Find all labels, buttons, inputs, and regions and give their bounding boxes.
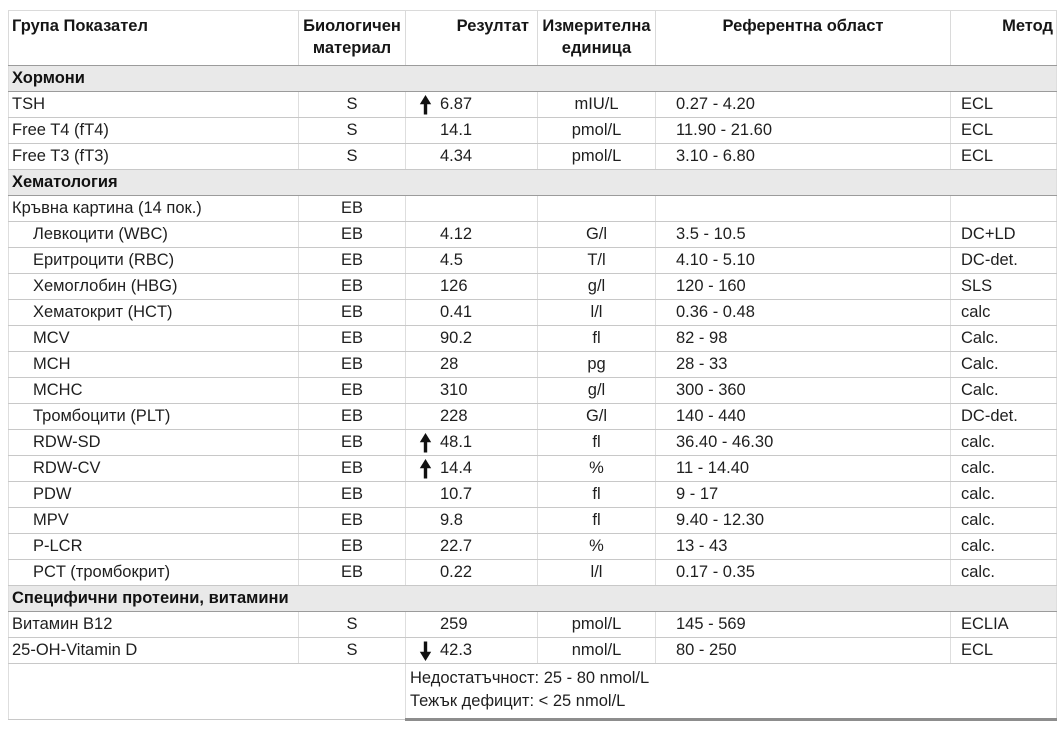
flag-placeholder: [418, 563, 433, 583]
reference-cell: 11 - 14.40: [656, 456, 951, 482]
indicator-cell: RDW-CV: [9, 456, 299, 482]
reference-cell: 4.10 - 5.10: [656, 248, 951, 274]
result-value: 42.3: [440, 641, 473, 659]
flag-placeholder: [418, 199, 433, 219]
method-cell: [951, 196, 1057, 222]
indicator-cell: Витамин B12: [9, 612, 299, 638]
indicator-cell: Free T4 (fT4): [9, 118, 299, 144]
material-cell: EB: [299, 352, 406, 378]
up-arrow-icon: [418, 95, 433, 115]
material-cell: EB: [299, 222, 406, 248]
indicator-cell: RDW-SD: [9, 430, 299, 456]
material-cell: EB: [299, 378, 406, 404]
method-cell: ECLIA: [951, 612, 1057, 638]
column-header-unit: Измерителна единица: [538, 11, 656, 66]
indicator-cell: Хематокрит (HCT): [9, 300, 299, 326]
material-cell: EB: [299, 274, 406, 300]
method-cell: calc.: [951, 430, 1057, 456]
material-cell: EB: [299, 482, 406, 508]
table-header-row: [9, 11, 1057, 66]
indicator-cell: Тромбоцити (PLT): [9, 404, 299, 430]
flag-placeholder: [418, 225, 433, 245]
flag-placeholder: [418, 615, 433, 635]
method-cell: ECL: [951, 92, 1057, 118]
material-cell: EB: [299, 456, 406, 482]
indicator-cell: MCHC: [9, 378, 299, 404]
result-cell: [406, 508, 538, 534]
indicator-cell: Free T3 (fT3): [9, 144, 299, 170]
result-row: [9, 612, 1057, 638]
result-cell: [406, 534, 538, 560]
flag-placeholder: [418, 277, 433, 297]
result-value: 14.1: [440, 121, 473, 139]
material-cell: S: [299, 612, 406, 638]
unit-cell: nmol/L: [538, 638, 656, 664]
reference-cell: 145 - 569: [656, 612, 951, 638]
result-cell: [406, 482, 538, 508]
flag-placeholder: [418, 485, 433, 505]
unit-cell: mIU/L: [538, 92, 656, 118]
reference-cell: 0.27 - 4.20: [656, 92, 951, 118]
method-cell: Calc.: [951, 352, 1057, 378]
result-cell: [406, 248, 538, 274]
up-arrow-icon: [418, 459, 433, 479]
result-cell: [406, 430, 538, 456]
result-row: [9, 560, 1057, 586]
down-arrow-icon: [418, 641, 433, 661]
method-cell: calc.: [951, 508, 1057, 534]
reference-cell: 300 - 360: [656, 378, 951, 404]
flag-placeholder: [418, 381, 433, 401]
result-row: [9, 196, 1057, 222]
reference-cell: 9.40 - 12.30: [656, 508, 951, 534]
material-cell: S: [299, 118, 406, 144]
unit-cell: fl: [538, 430, 656, 456]
indicator-cell: MCV: [9, 326, 299, 352]
unit-cell: T/l: [538, 248, 656, 274]
method-cell: SLS: [951, 274, 1057, 300]
indicator-cell: MPV: [9, 508, 299, 534]
unit-cell: fl: [538, 326, 656, 352]
method-cell: Calc.: [951, 378, 1057, 404]
reference-cell: 140 - 440: [656, 404, 951, 430]
unit-cell: pg: [538, 352, 656, 378]
flag-placeholder: [418, 251, 433, 271]
result-cell: [406, 300, 538, 326]
indicator-cell: PDW: [9, 482, 299, 508]
method-cell: calc.: [951, 534, 1057, 560]
unit-cell: fl: [538, 508, 656, 534]
flag-placeholder: [418, 303, 433, 323]
note-body: [9, 664, 1057, 720]
result-cell: [406, 92, 538, 118]
unit-cell: l/l: [538, 300, 656, 326]
unit-cell: pmol/L: [538, 118, 656, 144]
material-cell: EB: [299, 560, 406, 586]
method-cell: calc.: [951, 482, 1057, 508]
reference-cell: 82 - 98: [656, 326, 951, 352]
column-header-method: Метод: [951, 11, 1057, 66]
reference-cell: 120 - 160: [656, 274, 951, 300]
reference-cell: 13 - 43: [656, 534, 951, 560]
section-header-row: [9, 66, 1057, 92]
reference-cell: 11.90 - 21.60: [656, 118, 951, 144]
result-value: 90.2: [440, 329, 473, 347]
flag-placeholder: [418, 147, 433, 167]
result-value: 0.22: [440, 563, 473, 581]
unit-cell: fl: [538, 482, 656, 508]
result-value: 0.41: [440, 303, 473, 321]
flag-placeholder: [418, 355, 433, 375]
result-row: [9, 222, 1057, 248]
lab-results-report: [8, 10, 1057, 721]
result-row: [9, 274, 1057, 300]
method-cell: Calc.: [951, 326, 1057, 352]
result-cell: [406, 612, 538, 638]
result-value: 48.1: [440, 433, 473, 451]
result-row: [9, 378, 1057, 404]
result-row: [9, 300, 1057, 326]
section-title: Хормони: [9, 66, 1057, 92]
result-row: [9, 534, 1057, 560]
result-cell: [406, 118, 538, 144]
lab-results-table: [8, 10, 1057, 721]
material-cell: S: [299, 144, 406, 170]
unit-cell: G/l: [538, 222, 656, 248]
result-cell: [406, 352, 538, 378]
indicator-cell: Кръвна картина (14 пок.): [9, 196, 299, 222]
result-row: [9, 326, 1057, 352]
section-title: Специфични протеини, витамини: [9, 586, 1057, 612]
unit-cell: l/l: [538, 560, 656, 586]
flag-placeholder: [418, 407, 433, 427]
result-cell: [406, 404, 538, 430]
method-cell: DC-det.: [951, 248, 1057, 274]
result-row: [9, 482, 1057, 508]
result-row: [9, 456, 1057, 482]
result-value: 259: [440, 615, 468, 633]
unit-cell: [538, 196, 656, 222]
result-cell: [406, 222, 538, 248]
flag-placeholder: [418, 537, 433, 557]
result-row: [9, 144, 1057, 170]
indicator-cell: PCT (тромбокрит): [9, 560, 299, 586]
unit-cell: pmol/L: [538, 144, 656, 170]
result-cell: [406, 560, 538, 586]
results-body: [9, 66, 1057, 664]
material-cell: EB: [299, 326, 406, 352]
reference-cell: 3.10 - 6.80: [656, 144, 951, 170]
result-cell: [406, 378, 538, 404]
result-value: 4.12: [440, 225, 473, 243]
section-header-row: [9, 586, 1057, 612]
indicator-cell: TSH: [9, 92, 299, 118]
method-cell: calc.: [951, 456, 1057, 482]
unit-cell: g/l: [538, 274, 656, 300]
indicator-cell: Еритроцити (RBC): [9, 248, 299, 274]
material-cell: EB: [299, 430, 406, 456]
section-title: Хематология: [9, 170, 1057, 196]
unit-cell: g/l: [538, 378, 656, 404]
result-cell: [406, 638, 538, 664]
flag-placeholder: [418, 511, 433, 531]
indicator-cell: MCH: [9, 352, 299, 378]
result-value: 9.8: [440, 511, 463, 529]
indicator-cell: Левкоцити (WBC): [9, 222, 299, 248]
result-cell: [406, 274, 538, 300]
indicator-cell: 25-OH-Vitamin D: [9, 638, 299, 664]
result-row: [9, 508, 1057, 534]
method-cell: ECL: [951, 118, 1057, 144]
up-arrow-icon: [418, 433, 433, 453]
material-cell: S: [299, 92, 406, 118]
result-value: 14.4: [440, 459, 473, 477]
note-line-insufficiency: Недостатъчност: 25 - 80 nmol/L: [410, 669, 650, 687]
method-cell: calc.: [951, 560, 1057, 586]
result-value: 22.7: [440, 537, 473, 555]
reference-cell: 3.5 - 10.5: [656, 222, 951, 248]
unit-cell: %: [538, 534, 656, 560]
reference-cell: 0.36 - 0.48: [656, 300, 951, 326]
result-row: [9, 430, 1057, 456]
note-line-severe-deficit: Тежък дефицит: < 25 nmol/L: [410, 692, 626, 710]
result-value: 228: [440, 407, 468, 425]
vitamin-d-note-cell: [406, 664, 1057, 720]
column-header-material: Биологичен материал: [299, 11, 406, 66]
reference-cell: [656, 196, 951, 222]
result-value: 6.87: [440, 95, 473, 113]
result-row: [9, 638, 1057, 664]
result-cell: [406, 144, 538, 170]
unit-cell: G/l: [538, 404, 656, 430]
column-header-indicator: Група Показател: [9, 11, 299, 66]
material-cell: EB: [299, 404, 406, 430]
reference-cell: 28 - 33: [656, 352, 951, 378]
result-cell: [406, 196, 538, 222]
result-row: [9, 118, 1057, 144]
result-value: 126: [440, 277, 468, 295]
result-row: [9, 92, 1057, 118]
flag-placeholder: [418, 121, 433, 141]
method-cell: ECL: [951, 638, 1057, 664]
reference-cell: 80 - 250: [656, 638, 951, 664]
method-cell: DC+LD: [951, 222, 1057, 248]
material-cell: S: [299, 638, 406, 664]
result-row: [9, 404, 1057, 430]
indicator-cell: Хемоглобин (HBG): [9, 274, 299, 300]
note-empty-cell: [9, 664, 406, 720]
reference-cell: 36.40 - 46.30: [656, 430, 951, 456]
unit-cell: pmol/L: [538, 612, 656, 638]
result-value: 4.5: [440, 251, 463, 269]
unit-cell: %: [538, 456, 656, 482]
result-row: [9, 352, 1057, 378]
column-header-reference: Референтна област: [656, 11, 951, 66]
result-value: 28: [440, 355, 459, 373]
material-cell: EB: [299, 248, 406, 274]
material-cell: EB: [299, 534, 406, 560]
result-row: [9, 248, 1057, 274]
indicator-cell: P-LCR: [9, 534, 299, 560]
result-value: 10.7: [440, 485, 473, 503]
method-cell: DC-det.: [951, 404, 1057, 430]
method-cell: calc: [951, 300, 1057, 326]
section-header-row: [9, 170, 1057, 196]
result-cell: [406, 456, 538, 482]
vitamin-d-note-row: [9, 664, 1057, 720]
method-cell: ECL: [951, 144, 1057, 170]
result-cell: [406, 326, 538, 352]
material-cell: EB: [299, 300, 406, 326]
flag-placeholder: [418, 329, 433, 349]
column-header-result: Резултат: [406, 11, 538, 66]
result-value: 310: [440, 381, 468, 399]
material-cell: EB: [299, 508, 406, 534]
material-cell: EB: [299, 196, 406, 222]
reference-cell: 0.17 - 0.35: [656, 560, 951, 586]
reference-cell: 9 - 17: [656, 482, 951, 508]
result-value: 4.34: [440, 147, 473, 165]
